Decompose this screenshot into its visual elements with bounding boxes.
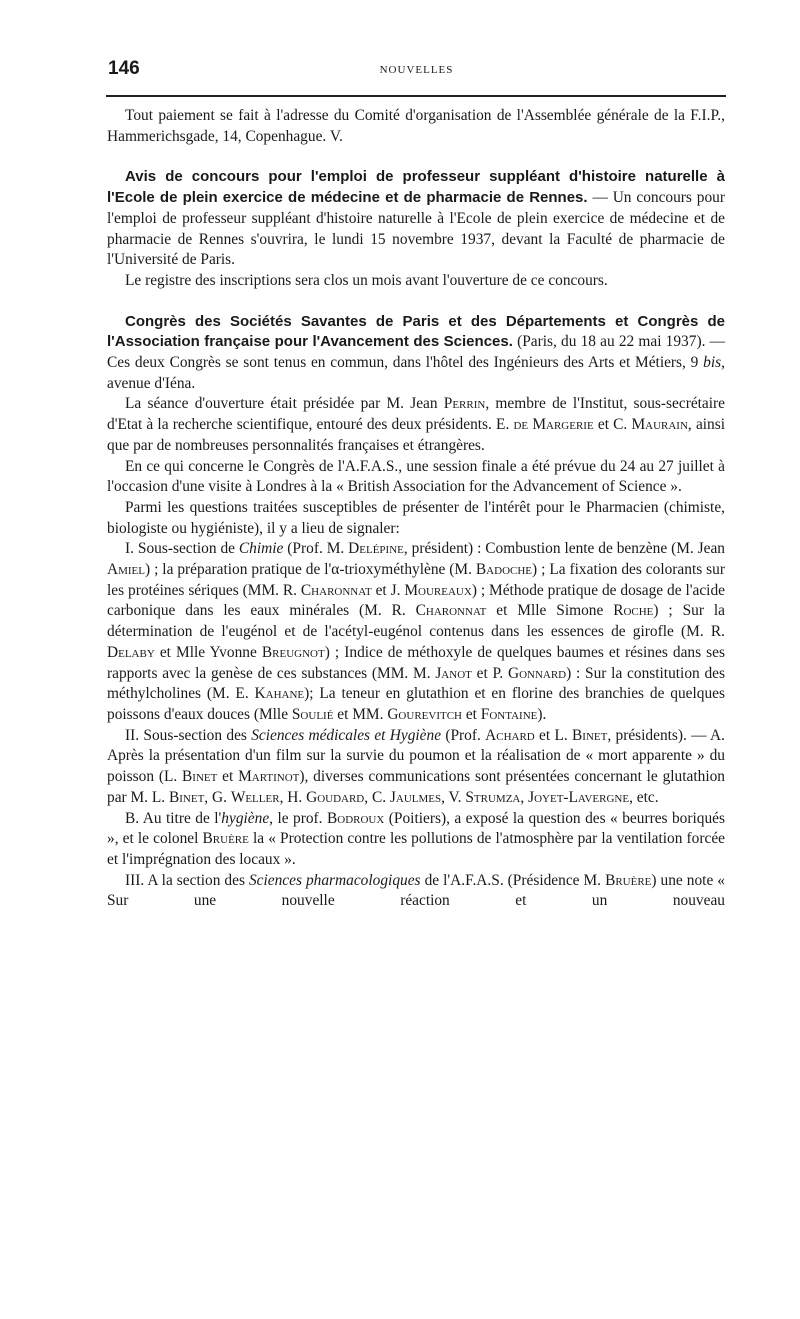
paragraph-chimie: I. Sous-section de Chimie (Prof. M. Delépine, président) : Combustion lente de benzène (M. Jean Amiel) ; la préparation pratique de l'α-trioxyméthylène (M. Badoche) ; La fixation des colorants sur les protéines sériques (MM. R. Charonnat et J. Moureaux) ; Méthode pratique de dosage de l'acide carbonique dans les eaux minérales (M. R. Charonnat et Mlle Simone Roche) ; Sur la détermination de l'eugénol et de l'acétyl-eugénol contenus dans les essences de girofle (M. R. Delaby et Mlle Yvonne Breugnot) ; Indice de méthoxyle de quelques baumes et résines dans ses rapports avec la genèse de ces substances (MM. M. Janot et P. Gonnard) : Sur la constitution des méthylcholines (M. E. Kahane); La teneur en glutathion et en florine des branchies de quelques poissons d'eaux douces (Mlle Soulié et MM. Gourevitch et Fontaine).: [107, 540, 726, 723]
heading-concours: Avis de concours pour l'emploi de professeur suppléant d'histoire naturelle à l'Ecole de plein exercice de médecine et de pharmacie de Rennes.: [107, 168, 725, 207]
paragraph-pharmacologiques: III. A la section des Sciences pharmacologiques de l'A.F.A.S. (Présidence M. Bruère) une note « Sur une nouvelle réaction et un nouveau: [107, 871, 725, 910]
paragraph-concours: Avis de concours pour l'emploi de professeur suppléant d'histoire naturelle à l'Ecole de plein exercice de médecine et de pharmacie de Rennes. — Un concours pour l'emploi de professeur suppléant d'histoire naturelle à l'Ecole de plein exercice de médecine et de pharmacie de Rennes s'ouvrira, le lundi 15 novembre 1937, devant la Faculté de pharmacie de l'Université de Paris.: [107, 168, 725, 269]
paragraph-payment: Tout paiement se fait à l'adresse du Comité d'organisation de l'Assemblée générale de la F.I.P., Hammerichsgade, 14, Copenhague. V.: [107, 107, 725, 145]
paragraph-registre: Le registre des inscriptions sera clos un mois avant l'ouverture de ce concours.: [125, 271, 608, 289]
paragraph-questions: Parmi les questions traitées susceptibles de présenter de l'intérêt pour le Pharmacien (chimiste, biologiste ou hygiéniste), il y a lieu de signaler:: [107, 498, 725, 537]
paragraph-medicales: II. Sous-section des Sciences médicales et Hygiène (Prof. Achard et L. Binet, présidents). — A. Après la présentation d'un film sur la survie du poumon et la réalisation de « mort apparente » du poisson (L. Binet et Martinot), diverses communications sont présentées concernant le glutathion par M. L. Binet, G. Weller, H. Goudard, C. Jaulmes, V. Strumza, Joyet-Lavergne, etc.: [107, 726, 725, 806]
heading-congres: Congrès des Sociétés Savantes de Paris et des Départements et Congrès de l'Association française pour l'Avancement des Sciences.: [107, 312, 725, 351]
paragraph-congres: Congrès des Sociétés Savantes de Paris et des Départements et Congrès de l'Association française pour l'Avancement des Sciences. (Paris, du 18 au 22 mai 1937). — Ces deux Congrès se sont tenus en commun, dans l'hôtel des Ingénieurs des Arts et Métiers, 9 bis, avenue d'Iéna.: [107, 312, 725, 392]
page-header: [108, 58, 725, 88]
running-title: NOUVELLES: [379, 64, 454, 76]
paragraph-afas: En ce qui concerne le Congrès de l'A.F.A.S., une session finale a été prévue du 24 au 27 juillet à l'occasion d'une visite à Londres à la « British Association for the Advancement of Science ».: [107, 457, 725, 496]
paragraph-seance: La séance d'ouverture était présidée par M. Jean Perrin, membre de l'Institut, sous-secrétaire d'Etat à la recherche scientifique, entouré des deux présidents. E. de Margerie et C. Maurain, ainsi que par de nombreuses personnalités françaises et étrangères.: [107, 395, 726, 454]
paragraph-hygiene: B. Au titre de l'hygiène, le prof. Bodroux (Poitiers), a exposé la question des « beurres boriqués », et le colonel Bruère la « Protection contre les pollutions de l'atmosphère par la ventilation forcée et l'imprégnation des locaux ».: [107, 809, 725, 868]
header-rule: [106, 95, 726, 97]
page-number: 146: [108, 58, 140, 79]
document-body: [107, 106, 725, 912]
